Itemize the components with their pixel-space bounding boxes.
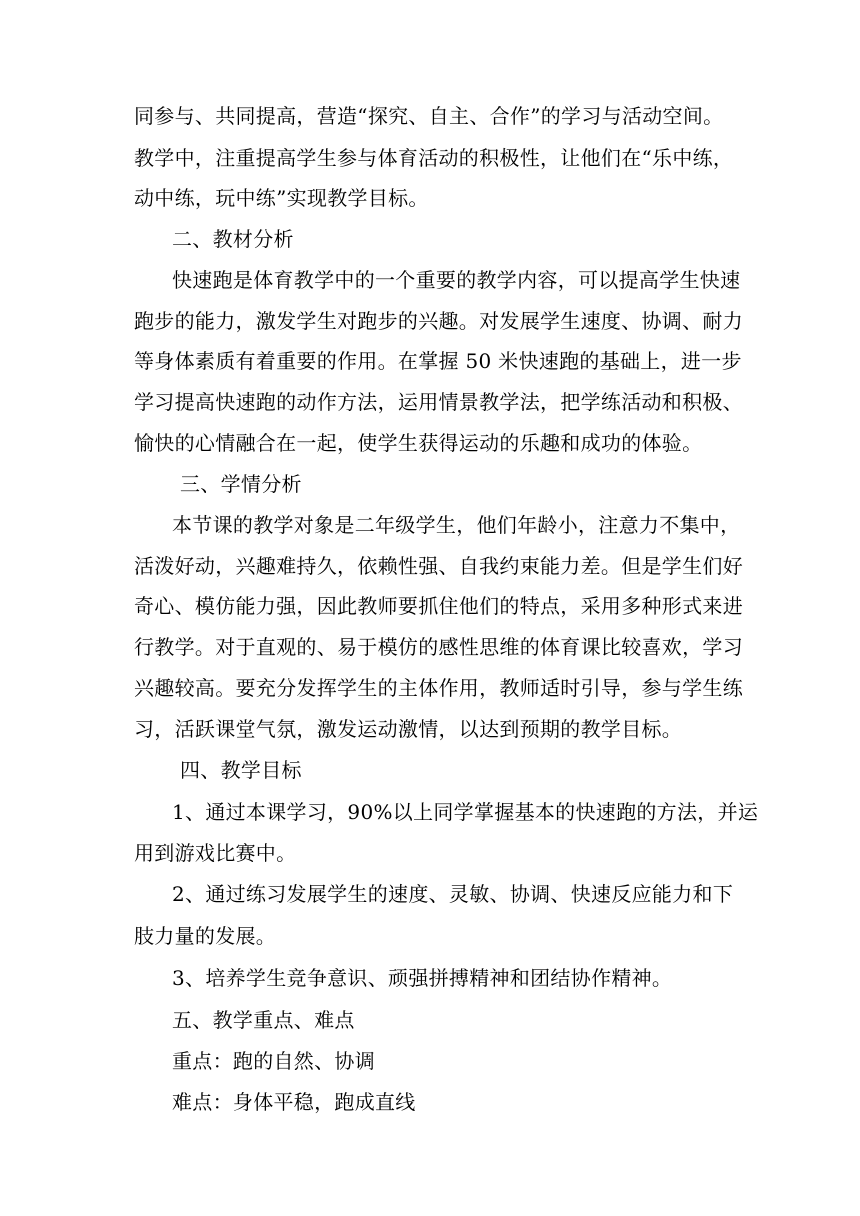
- paragraph-line: 活泼好动，兴趣难持久，依赖性强、自我约束能力差。但是学生们好: [134, 554, 743, 578]
- paragraph-line: 快速跑是体育教学中的一个重要的教学内容，可以提高学生快速: [172, 268, 741, 292]
- section-heading: 二、教材分析: [172, 227, 294, 251]
- difficult-point-text: 难点：身体平稳，跑成直线: [172, 1090, 416, 1114]
- section-heading: 五、教学重点、难点: [172, 1008, 355, 1032]
- list-item-line: 3、培养学生竞争意识、顽强拼搏精神和团结协作精神。: [172, 966, 673, 990]
- paragraph-line: 跑步的能力，激发学生对跑步的兴趣。对发展学生速度、协调、耐力: [134, 309, 743, 333]
- list-item-line: 肢力量的发展。: [134, 924, 277, 948]
- list-item-line: 2、通过练习发展学生的速度、灵敏、协调、快速反应能力和下: [172, 882, 734, 906]
- paragraph-line: 习，活跃课堂气氛，激发运动激情，以达到预期的教学目标。: [134, 717, 683, 741]
- paragraph-line: 兴趣较高。要充分发挥学生的主体作用，教师适时引导，参与学生练: [134, 676, 743, 700]
- paragraph-line: 同参与、共同提高，营造“探究、自主、合作”的学习与活动空间。: [134, 104, 724, 128]
- paragraph-line: 教学中，注重提高学生参与体育活动的积极性，让他们在“乐中练，: [134, 146, 734, 170]
- list-item-line: 用到游戏比赛中。: [134, 841, 297, 865]
- paragraph-line: 愉快的心情融合在一起，使学生获得运动的乐趣和成功的体验。: [134, 431, 703, 455]
- paragraph-line: 学习提高快速跑的动作方法，运用情景教学法，把学练活动和积极、: [134, 390, 743, 414]
- paragraph-line: 奇心、模仿能力强，因此教师要抓住他们的特点，采用多种形式来进: [134, 594, 743, 618]
- section-heading: 四、教学目标: [180, 758, 302, 782]
- paragraph-line: 等身体素质有着重要的作用。在掌握 50 米快速跑的基础上，进一步: [134, 349, 742, 373]
- paragraph-line: 动中练，玩中练”实现教学目标。: [134, 186, 429, 210]
- paragraph-line: 本节课的教学对象是二年级学生，他们年龄小，注意力不集中，: [172, 513, 741, 537]
- section-heading: 三、学情分析: [180, 472, 302, 496]
- paragraph-line: 行教学。对于直观的、易于模仿的感性思维的体育课比较喜欢，学习: [134, 635, 743, 659]
- key-point-text: 重点：跑的自然、协调: [172, 1049, 375, 1073]
- list-item-line: 1、通过本课学习，90%以上同学掌握基本的快速跑的方法，并运: [172, 800, 759, 824]
